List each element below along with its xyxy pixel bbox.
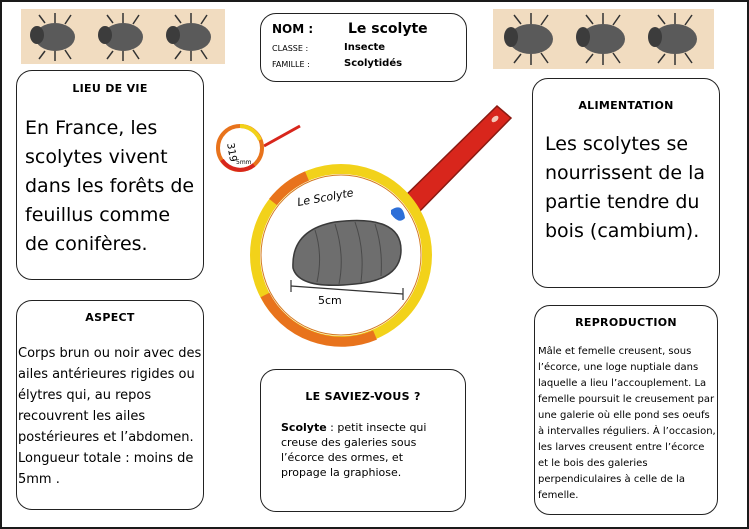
small-lens-mark: 319 [224, 142, 239, 163]
aspect-text [18, 343, 202, 490]
magnifier-handle [401, 106, 511, 214]
small-magnifier [210, 118, 310, 178]
famille-value: Scolytidés [344, 58, 403, 69]
famille-label: FAMILLE : [272, 60, 310, 69]
le-saviez-vous-text [281, 420, 451, 480]
alimentation-card [532, 78, 720, 288]
lens-label: Le Scolyte [296, 186, 355, 209]
lieu-de-vie-card [16, 70, 204, 280]
classe-label: CLASSE : [272, 44, 309, 53]
le-saviez-vous-term: Scolyte [281, 421, 327, 434]
nom-label: NOM : [272, 22, 314, 36]
alimentation-text: Les scolytes se nourrissent de la partie tendre du bois (cambium). [545, 133, 706, 242]
reproduction-card [534, 305, 718, 515]
beetle-strip-right [493, 9, 714, 69]
le-saviez-vous-definition: : petit insecte qui creuse des galeries sous l’écorce des ormes, et propage la graphiose. [281, 421, 427, 479]
reproduction-text: Mâle et femelle creusent, sous l’écorce, une loge nuptiale dans laquelle a lieu l’accouplement. La femelle poursuit le creusement par une galerie où elle pond ses oeufs à intervalles réguliers. À l’occasion, les larves creusent entre l’écorce et le bois des galeries perpendiculaires à celle de la femelle. [538, 346, 716, 501]
alimentation-title: ALIMENTATION [578, 99, 674, 112]
aspect-text-part-2: : moins de 5mm . [18, 451, 194, 487]
identity-card [260, 13, 467, 82]
reproduction-title: REPRODUCTION [575, 316, 677, 329]
lieu-de-vie-title: LIEU DE VIE [72, 82, 148, 95]
classe-value: Insecte [344, 42, 386, 53]
scale-label: 5cm [318, 294, 342, 307]
small-magnifier-handle [264, 126, 300, 146]
aspect-card [16, 300, 204, 510]
small-lens-label: 5mm [236, 159, 252, 166]
aspect-text-part-1: Corps brun ou noir avec des ailes antérieures rigides ou élytres qui, au repos recouvrent les ailes postérieures et l’abdomen. Longueur totale [18, 346, 202, 466]
beetle-strip-left [21, 9, 225, 64]
lieu-de-vie-text: En France, les scolytes vivent dans les forêts de feuillus comme de conifères. [25, 117, 195, 255]
le-saviez-vous-card [260, 369, 466, 512]
aspect-title: ASPECT [85, 311, 135, 324]
nom-value: Le scolyte [348, 21, 428, 37]
le-saviez-vous-title: LE SAVIEZ-VOUS ? [305, 390, 421, 403]
